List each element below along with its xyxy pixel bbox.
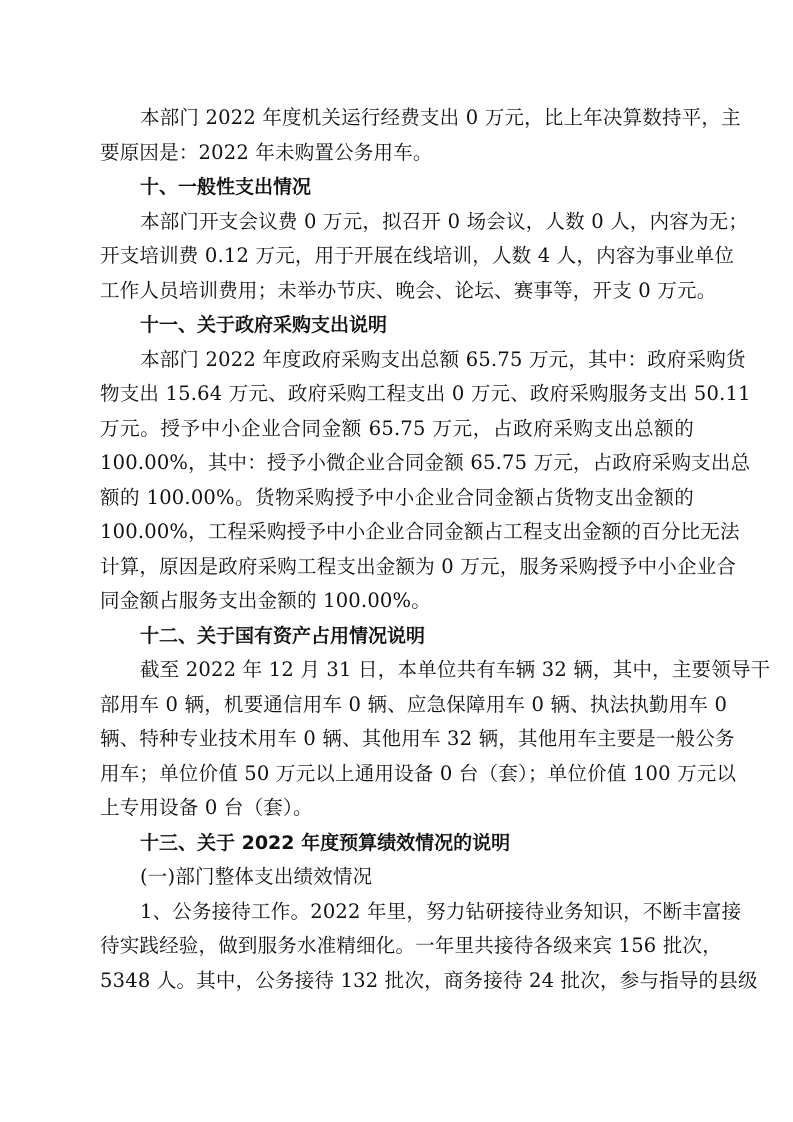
text-line: 部用车 0 辆，机要通信用车 0 辆、应急保障用车 0 辆、执法执勤用车 0 — [100, 692, 728, 716]
text-line: 截至 2022 年 12 月 31 日，本单位共有车辆 32 辆，其中，主要领导干 — [140, 658, 771, 681]
section-heading: 十一、关于政府采购支出说明 — [140, 314, 388, 336]
text-line: 辆、特种专业技术用车 0 辆、其他用车 32 辆，其他用车主要是一般公务 — [100, 727, 735, 750]
section-heading: 十三、关于 2022 年度预算绩效情况的说明 — [140, 831, 511, 854]
text-line: 计算，原因是政府采购工程支出金额为 0 万元，服务采购授予中小企业合 — [100, 554, 737, 578]
section-12-heading — [100, 619, 694, 654]
text-line: 同金额占服务支出金额的 100.00%。 — [100, 589, 431, 612]
text-line: 本部门开支会议费 0 万元，拟召开 0 场会议，人数 0 人，内容为无； — [140, 209, 749, 233]
section-10-heading — [100, 170, 694, 205]
text-line: 开支培训费 0.12 万元，用于开展在线培训，人数 4 人，内容为事业单位 — [100, 244, 735, 267]
text-line: 5348 人。其中，公务接待 132 批次，商务接待 24 批次，参与指导的县级 — [100, 968, 758, 992]
procurement-paragraph — [100, 343, 751, 619]
text-line: 待实践经验，做到服务水准精细化。一年里共接待各级来宾 156 批次， — [100, 934, 722, 957]
section-heading: 十二、关于国有资产占用情况说明 — [140, 624, 426, 647]
section-11-heading — [100, 308, 694, 343]
reception-paragraph — [100, 895, 758, 999]
general-expense-paragraph — [100, 205, 749, 309]
text-line: 万元。授予中小企业合同金额 65.75 万元，占政府采购支出总额的 — [100, 416, 694, 440]
text-line: 本部门 2022 年度政府采购支出总额 65.75 万元，其中：政府采购货 — [140, 347, 746, 371]
document-page — [100, 101, 771, 998]
text-line: (一)部门整体支出绩效情况 — [140, 865, 373, 888]
assets-paragraph — [100, 653, 771, 826]
text-line: 100.00%，工程采购授予中小企业合同金额占工程支出金额的百分比无法 — [100, 520, 740, 543]
text-line: 物支出 15.64 万元、政府采购工程支出 0 万元、政府采购服务支出 50.11 — [100, 382, 751, 405]
text-line: 1、公务接待工作。2022 年里，努力钻研接待业务知识，不断丰富接 — [140, 899, 742, 923]
text-line: 上专用设备 0 台（套）。 — [100, 796, 313, 819]
text-line: 额的 100.00%。货物采购授予中小企业合同金额占货物支出金额的 — [100, 485, 694, 509]
text-line: 用车；单位价值 50 万元以上通用设备 0 台（套）；单位价值 100 万元以 — [100, 761, 737, 785]
text-line: 要原因是：2022 年未购置公务用车。 — [100, 140, 433, 164]
vehicle-expense-paragraph — [100, 101, 741, 170]
text-line: 100.00%，其中：授予小微企业合同金额 65.75 万元，占政府采购支出总 — [100, 451, 751, 474]
subsection-1-title — [100, 860, 694, 895]
section-13-heading — [100, 826, 694, 861]
text-line: 本部门 2022 年度机关运行经费支出 0 万元，比上年决算数持平，主 — [140, 106, 741, 129]
text-line: 工作人员培训费用；未举办节庆、晚会、论坛、赛事等，开支 0 万元。 — [100, 278, 717, 302]
section-heading: 十、一般性支出情况 — [140, 176, 312, 198]
